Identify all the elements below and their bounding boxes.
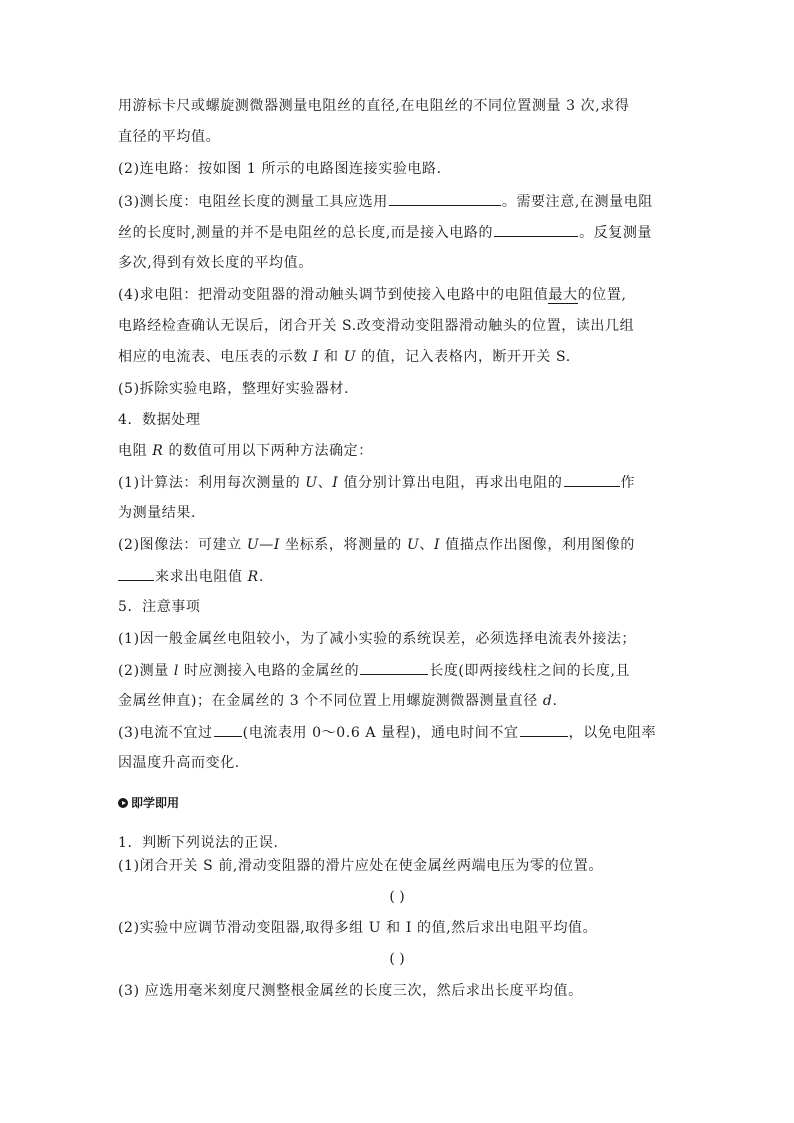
text-fragment: 的位置, xyxy=(577,287,627,303)
question-item: (1)闭合开关 S 前,滑动变阻器的滑片应处在使金属丝两端电压为零的位置。 xyxy=(118,858,603,874)
fill-blank[interactable] xyxy=(118,566,154,581)
text-line xyxy=(118,285,627,305)
text-line: (5)拆除实验电路，整理好实验器材. xyxy=(118,381,350,397)
text-line xyxy=(118,535,635,555)
answer-parentheses[interactable]: ( ) xyxy=(389,951,405,967)
text-line xyxy=(118,566,264,587)
text-line: 为测量结果. xyxy=(118,505,197,521)
question-item: (3) 应选用毫米刻度尺测整根金属丝的长度三次，然后求出长度平均值。 xyxy=(118,983,583,999)
text-line: 直径的平均值。 xyxy=(118,129,221,145)
fill-blank[interactable] xyxy=(564,472,620,487)
section-tag xyxy=(118,794,179,812)
text-fragment: (1)计算法：利用每次测量的 xyxy=(118,475,306,491)
text-fragment: 丝的长度时,测量的并不是电阻丝的总长度,而是接入电路的 xyxy=(118,225,494,241)
text-fragment: . xyxy=(552,693,558,709)
text-line xyxy=(118,191,653,212)
variable-i: I xyxy=(433,537,441,553)
text-line xyxy=(118,222,652,243)
text-line: 多次,得到有效长度的平均值。 xyxy=(118,255,313,271)
text-line: 电路经检查确认无误后，闭合开关 S.改变滑动变阻器滑动触头的位置，读出几组 xyxy=(118,318,635,334)
text-fragment: 电阻 xyxy=(118,443,153,459)
text-fragment: (3)电流不宜过 xyxy=(118,725,213,741)
text-fragment: 。需要注意,在测量电阻 xyxy=(501,194,653,210)
text-line xyxy=(118,347,571,367)
text-fragment: 来求出电阻值 xyxy=(155,569,248,585)
variable-i: I xyxy=(312,349,319,365)
variable-l: l xyxy=(173,663,179,679)
fill-blank[interactable] xyxy=(389,191,501,206)
text-fragment: 的数值可用以下两种方法确定： xyxy=(163,443,373,459)
text-fragment: (电流表用 0～0.6 A 量程)，通电时间不宜 xyxy=(242,725,519,741)
text-fragment: 坐标系，将测量的 xyxy=(280,537,407,553)
underlined-answer: 最大 xyxy=(548,287,578,303)
question-item: (2)实验中应调节滑动变阻器,取得多组 U 和 I 的值,然后求出电阻平均值。 xyxy=(118,920,598,936)
text-fragment: 。反复测量 xyxy=(579,225,653,241)
text-fragment: — xyxy=(259,537,274,553)
text-line xyxy=(118,691,558,711)
text-line: (2)连电路：按如图 1 所示的电路图连接实验电路. xyxy=(118,161,442,177)
section-heading: 4．数据处理 xyxy=(118,412,201,428)
text-fragment: 金属丝伸直)；在金属丝的 3 个不同位置上用螺旋测微器测量直径 xyxy=(118,693,543,709)
fill-blank[interactable] xyxy=(360,660,428,675)
variable-u: U xyxy=(305,475,318,491)
variable-i: I xyxy=(273,537,281,553)
text-fragment: 值分别计算出电阻，再求出电阻的 xyxy=(338,475,563,491)
text-fragment: (2)测量 xyxy=(118,663,174,679)
text-fragment: 、 xyxy=(419,537,434,553)
variable-d: d xyxy=(542,693,553,709)
variable-u: U xyxy=(343,349,357,365)
variable-i: I xyxy=(332,475,339,491)
section-tag-label: 即学即用 xyxy=(131,796,180,810)
text-line xyxy=(118,441,373,461)
play-circle-icon xyxy=(118,798,128,808)
text-fragment: 长度(即两接线柱之间的长度,且 xyxy=(429,663,631,679)
text-line xyxy=(118,722,656,743)
fill-blank[interactable] xyxy=(494,222,578,237)
text-fragment: 、 xyxy=(317,475,333,491)
text-line: 用游标卡尺或螺旋测微器测量电阻丝的直径,在电阻丝的不同位置测量 3 次,求得 xyxy=(118,98,630,114)
section-heading: 5．注意事项 xyxy=(118,599,201,615)
text-fragment: 和 xyxy=(319,349,344,365)
variable-u: U xyxy=(406,537,420,553)
text-line xyxy=(118,660,630,681)
variable-u: U xyxy=(246,537,260,553)
text-fragment: 的值，记入表格内，断开开关 S. xyxy=(356,349,571,365)
variable-r: R xyxy=(152,443,164,459)
question-heading: 1．判断下列说法的正误. xyxy=(118,835,279,851)
text-fragment: (2)图像法：可建立 xyxy=(118,537,247,553)
text-fragment: 作 xyxy=(620,475,636,491)
text-fragment: ，以免电阻率 xyxy=(568,725,657,741)
text-line xyxy=(118,472,635,493)
answer-parentheses[interactable]: ( ) xyxy=(389,889,405,905)
text-fragment: (3)测长度：电阻丝长度的测量工具应选用 xyxy=(118,194,388,210)
text-line: 因温度升高而变化. xyxy=(118,755,240,771)
text-fragment: 时应测接入电路的金属丝的 xyxy=(178,663,360,679)
fill-blank[interactable] xyxy=(214,722,242,737)
text-fragment: . xyxy=(258,569,264,585)
variable-r: R xyxy=(247,569,259,585)
fill-blank[interactable] xyxy=(520,722,568,737)
text-fragment: 相应的电流表、电压表的示数 xyxy=(118,349,313,365)
text-fragment: (4)求电阻：把滑动变阻器的滑动触头调节到使接入电路中的电阻值 xyxy=(118,287,549,303)
text-line: (1)因一般金属丝电阻较小，为了减小实验的系统误差，必须选择电流表外接法； xyxy=(118,631,637,647)
text-fragment: 值描点作出图像，利用图像的 xyxy=(440,537,635,553)
